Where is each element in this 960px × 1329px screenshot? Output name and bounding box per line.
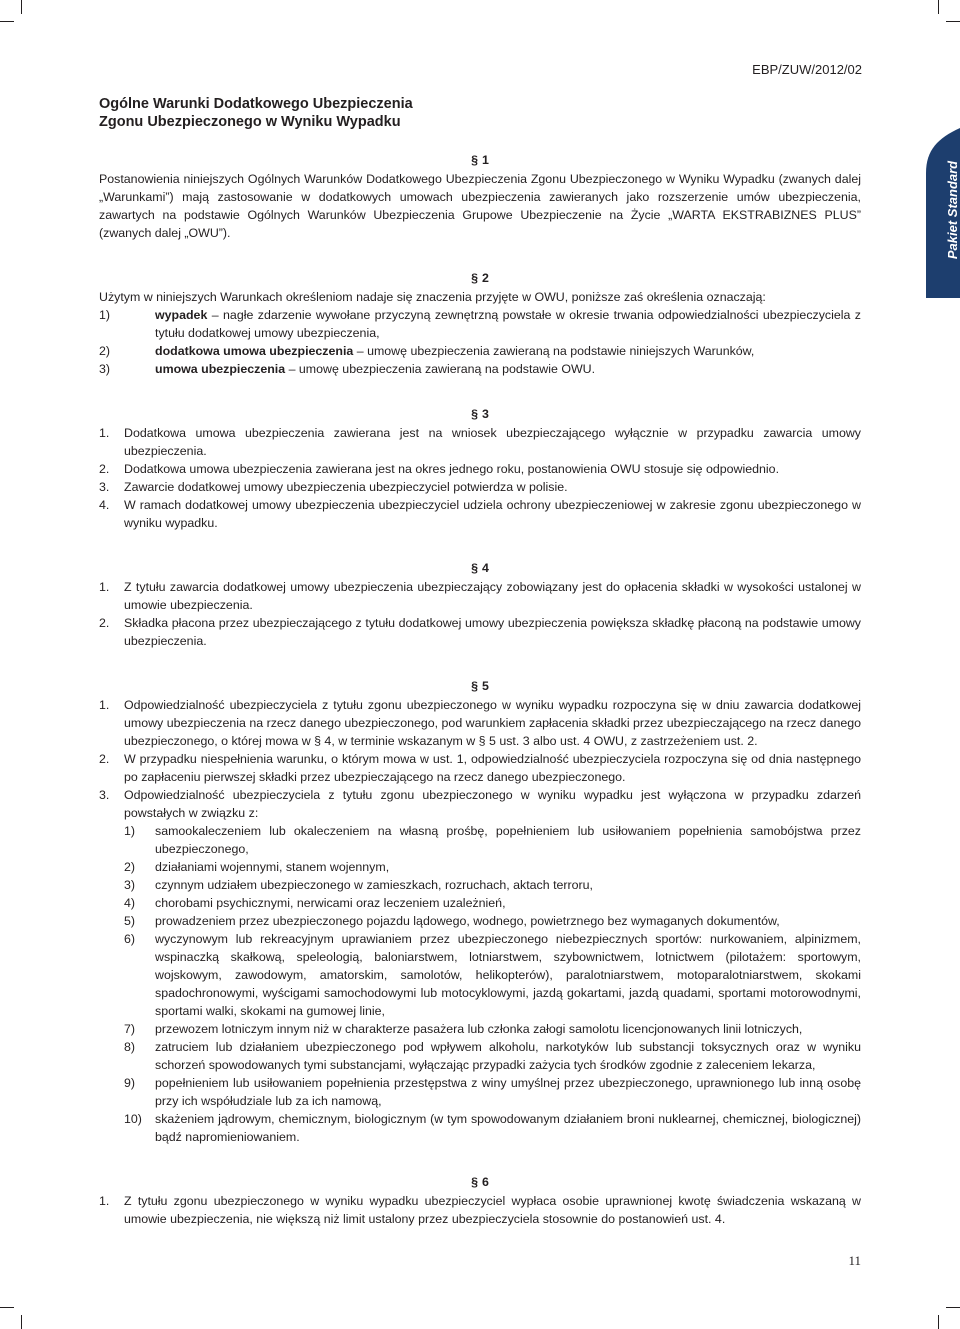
item-number: 1) <box>124 824 136 838</box>
page-number: 11 <box>848 1253 861 1268</box>
section-symbol: § <box>471 1175 478 1189</box>
section-4 <box>99 558 861 650</box>
exclusion-item <box>124 876 861 894</box>
item-number: 3) <box>124 878 136 892</box>
item-text: czynnym udziałem ubezpieczonego w zamieszkach, rozruchach, aktach terroru, <box>155 878 594 892</box>
item-text: działaniami wojennymi, stanem wojennym, <box>155 860 390 874</box>
list-item <box>99 614 861 650</box>
item-text: popełnieniem lub usiłowaniem popełnienia przestępstwa z winy umyślnej przez ubezpieczonego, uprawnionego lub inną osobę przy ich współudziale lub za ich namową, <box>155 1076 861 1108</box>
defined-term: wypadek <box>155 308 208 322</box>
item-number: 5) <box>124 914 136 928</box>
definition-item <box>99 360 861 378</box>
item-text: skażeniem jądrowym, chemicznym, biologicznym (w tym spowodowanym działaniem broni nuklearnej, chemicznej, biologicznej) bądź napromieniowaniem. <box>155 1112 861 1144</box>
item-number: 6) <box>124 932 136 946</box>
item-number: 1. <box>99 580 110 594</box>
exclusion-item <box>124 858 861 876</box>
item-text: Składka płacona przez ubezpieczającego z tytułu dodatkowej umowy ubezpieczenia powiększa składkę płaconą na podstawie umowy ubezpieczenia. <box>124 616 861 648</box>
section-6 <box>99 1172 861 1228</box>
crop-mark-bottom-left <box>21 1315 22 1329</box>
section-2 <box>99 268 861 378</box>
item-number: 1. <box>99 698 110 712</box>
item-number: 2. <box>99 752 110 766</box>
item-number: 2) <box>99 344 111 358</box>
list-item <box>99 460 861 478</box>
item-number: 1. <box>99 426 110 440</box>
exclusion-item <box>124 1110 861 1146</box>
list-item <box>99 786 861 1146</box>
section-number: 5 <box>482 679 489 693</box>
definition-text: – nagłe zdarzenie wywołane przyczyną zewnętrzną powstałe w okresie trwania odpowiedzialności ubezpieczyciela z tytułu dodatkowej umowy ubezpieczenia, <box>155 308 861 340</box>
list-item <box>99 478 861 496</box>
exclusion-item <box>124 1074 861 1110</box>
crop-mark-top-left-h <box>0 21 14 22</box>
crop-mark-top-left <box>21 0 22 14</box>
crop-mark-top-right <box>938 0 939 14</box>
section-heading <box>99 558 861 578</box>
definition-item <box>99 306 861 342</box>
item-number: 10) <box>124 1112 142 1126</box>
list-item <box>99 578 861 614</box>
item-text: zatruciem lub działaniem ubezpieczonego pod wpływem alkoholu, narkotyków lub substancji toksycznych oraz w wyniku schorzeń spowodowanych tymi substancjami, wyłączając przypadki zażycia tych środków zgodnie z zaleceniem lekarza, <box>155 1040 861 1072</box>
section-symbol: § <box>471 407 478 421</box>
defined-term: dodatkowa umowa ubezpieczenia <box>155 344 354 358</box>
item-number: 9) <box>124 1076 136 1090</box>
item-number: 4. <box>99 498 110 512</box>
exclusion-item <box>124 912 861 930</box>
section-number: 4 <box>482 561 489 575</box>
item-text: Odpowiedzialność ubezpieczyciela z tytułu zgonu ubezpieczonego w wyniku wypadku rozpoczyna się w dniu zawarcia dodatkowej umowy ubezpieczenia na rzecz danego ubezpieczonego, pod warunkiem zapłacenia składki przez ubezpieczającego na rzecz danego ubezpieczonego, o której mowa w § 4, w terminie wskazanym w § 5 ust. 3 albo ust. 4 OWU, z zastrzeżeniem ust. 2. <box>124 698 862 748</box>
item-text: Odpowiedzialność ubezpieczyciela z tytułu zgonu ubezpieczonego w wyniku wypadku jest wyłączona w przypadku zdarzeń powstałych w związku z: <box>124 788 861 820</box>
exclusion-item <box>124 1020 861 1038</box>
item-number: 3. <box>99 480 110 494</box>
list-item <box>99 750 861 786</box>
section-heading <box>99 150 861 170</box>
item-text: Dodatkowa umowa ubezpieczenia zawierana jest na okres jednego roku, postanowienia OWU stosuje się odpowiednio. <box>124 462 780 476</box>
item-text: Zawarcie dodatkowej umowy ubezpieczenia ubezpieczyciel potwierdza w polisie. <box>124 480 568 494</box>
item-text: W przypadku niespełnienia warunku, o którym mowa w ust. 1, odpowiedzialność ubezpieczyciela rozpoczyna się od dnia następnego po zapłaceniu pierwszej składki przez ubezpieczającego na rzecz danego ubezpieczonego. <box>124 752 861 784</box>
section-paragraph: Postanowienia niniejszych Ogólnych Warunków Dodatkowego Ubezpieczenia Zgonu Ubezpieczonego w Wyniku Wypadku (zwanych dalej „Warunkami”) mają zastosowanie w dodatkowych umowach ubezpieczenia zawieranych jako rozszerzenie umów ubezpieczenia, zawartych na podstawie Ogólnych Warunków Ubezpieczenia Grupowe Ubezpieczenie na Życie „WARTA EKSTRABIZNES PLUS” (zwanych dalej „OWU”). <box>99 172 861 240</box>
list-item <box>99 696 861 750</box>
item-number: 4) <box>124 896 136 910</box>
section-heading <box>99 1172 861 1192</box>
crop-mark-bottom-right-h <box>946 1307 960 1308</box>
section-1 <box>99 150 861 242</box>
document-body <box>99 150 861 1254</box>
item-text: W ramach dodatkowej umowy ubezpieczenia ubezpieczyciel udziela ochrony ubezpieczeniowej w zakresie zgonu ubezpieczonego w wyniku wypadku. <box>124 498 861 530</box>
exclusion-item <box>124 930 861 1020</box>
item-number: 1) <box>99 308 111 322</box>
section-intro: Użytym w niniejszych Warunkach określeniom nadaje się znaczenia przyjęte w OWU, poniższe zaś określenia oznaczają: <box>99 290 766 304</box>
item-number: 7) <box>124 1022 136 1036</box>
document-title-line-2: Zgonu Ubezpieczonego w Wyniku Wypadku <box>99 114 401 130</box>
section-5 <box>99 676 861 1146</box>
section-symbol: § <box>471 271 478 285</box>
list-item <box>99 424 861 460</box>
item-number: 3. <box>99 788 110 802</box>
defined-term: umowa ubezpieczenia <box>155 362 286 376</box>
item-number: 2) <box>124 860 136 874</box>
item-text: Z tytułu zawarcia dodatkowej umowy ubezpieczenia ubezpieczający zobowiązany jest do opłacenia składki w wysokości ustalonej w umowie ubezpieczenia. <box>124 580 861 612</box>
item-text: prowadzeniem przez ubezpieczonego pojazdu lądowego, wodnego, powietrznego bez wymaganych dokumentów, <box>155 914 780 928</box>
list-item <box>99 496 861 532</box>
item-number: 2. <box>99 616 110 630</box>
item-number: 8) <box>124 1040 136 1054</box>
document-title <box>99 95 413 131</box>
item-text: Dodatkowa umowa ubezpieczenia zawierana jest na wniosek ubezpieczającego wyłącznie w przypadku zawarcia umowy ubezpieczenia. <box>124 426 861 458</box>
section-heading <box>99 676 861 696</box>
crop-mark-top-right-h <box>946 21 960 22</box>
item-text: przewozem lotniczym innym niż w charakterze pasażera lub członka załogi samolotu licencjonowanych linii lotniczych, <box>155 1022 803 1036</box>
section-3 <box>99 404 861 532</box>
document-code: EBP/ZUW/2012/02 <box>752 62 862 77</box>
list-item <box>99 1192 861 1228</box>
document-title-line-1: Ogólne Warunki Dodatkowego Ubezpieczenia <box>99 96 413 112</box>
item-text: chorobami psychicznymi, nerwicami oraz leczeniem uzależnień, <box>155 896 506 910</box>
item-number: 2. <box>99 462 110 476</box>
crop-mark-bottom-right <box>938 1315 939 1329</box>
section-number: 2 <box>482 271 489 285</box>
item-text: samookaleczeniem lub okaleczeniem na własną prośbę, popełnieniem lub usiłowaniem popełnienia samobójstwa przez ubezpieczonego, <box>155 824 861 856</box>
item-number: 1. <box>99 1194 110 1208</box>
section-heading <box>99 404 861 424</box>
item-number: 3) <box>99 362 111 376</box>
exclusion-item <box>124 822 861 858</box>
package-tab-label: Pakiet Standard <box>944 160 960 260</box>
item-text: Z tytułu zgonu ubezpieczonego w wyniku wypadku ubezpieczyciel wypłaca osobie uprawnionej kwotę świadczenia wskazaną w umowie ubezpieczenia, nie większą niż limit ustalony przez ubezpieczyciela stosownie do postanowień ust. 4. <box>124 1194 861 1226</box>
item-text: wyczynowym lub rekreacyjnym uprawianiem przez ubezpieczonego niebezpiecznych sportów: nurkowaniem, alpinizmem, wspinaczką skałkową, speleologią, baloniarstwem, lotniarstwem, szybownictwem, lotnictwem (pilotażem: sportowym, wojskowym, zawodowym, amatorskim, samolotów, helikopterów), paralotniarstwem, motoparalotniarstwem, skokami spadochronowymi, wyścigami samochodowymi lub motocyklowymi, jazdą gokartami, jazdą quadami, sportami motorowodnymi, sportami walki, skokami na gumowej linie, <box>155 932 861 1018</box>
section-symbol: § <box>471 561 478 575</box>
section-symbol: § <box>471 679 478 693</box>
definition-text: – umowę ubezpieczenia zawieraną na podstawie niniejszych Warunków, <box>353 344 755 358</box>
section-symbol: § <box>471 153 478 167</box>
section-number: 3 <box>482 407 489 421</box>
exclusion-item <box>124 894 861 912</box>
section-number: 1 <box>482 153 489 167</box>
definition-text: – umowę ubezpieczenia zawieraną na podstawie OWU. <box>285 362 596 376</box>
crop-mark-bottom-left-h <box>0 1307 14 1308</box>
exclusion-item <box>124 1038 861 1074</box>
section-number: 6 <box>482 1175 489 1189</box>
section-heading <box>99 268 861 288</box>
definition-item <box>99 342 861 360</box>
